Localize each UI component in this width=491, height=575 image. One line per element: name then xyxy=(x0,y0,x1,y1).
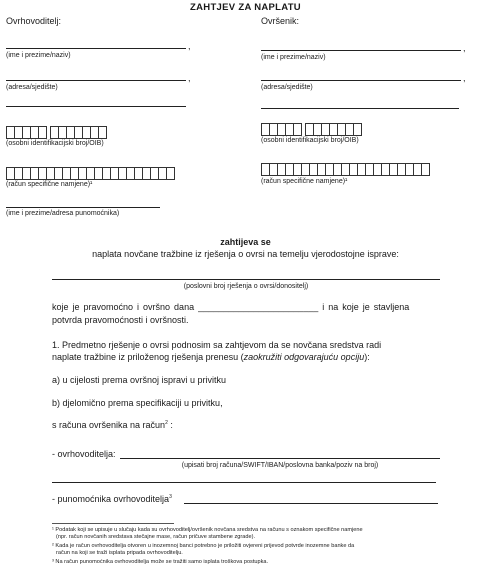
point1-italic: zaokružiti odgovarajuću opciju xyxy=(243,352,365,362)
debtor-extra-field[interactable] xyxy=(261,108,459,109)
creditor-address-field[interactable] xyxy=(6,80,186,81)
creditor-header: Ovrhovoditelj: xyxy=(6,16,62,26)
debtor-account-boxes[interactable] xyxy=(261,163,429,176)
request-heading: zahtijeva se xyxy=(220,237,271,247)
creditor-account-field-2[interactable] xyxy=(52,482,436,483)
creditor-name-field[interactable] xyxy=(6,48,186,49)
creditor-account-field[interactable] xyxy=(120,458,440,459)
point1-text: naplate tražbine iz priloženog rješenja prenesu ( xyxy=(52,352,244,362)
attorney-label: (ime i prezime/adresa punomoćnika) xyxy=(6,210,120,217)
creditor-account-boxes[interactable] xyxy=(6,167,174,180)
footnote-3: ³ Na račun punomoćnika ovrhovoditelja može se tražiti samo isplata troškova postupka. xyxy=(52,559,269,565)
creditor-name-label: (ime i prezime/naziv) xyxy=(6,52,71,59)
point1-line-1: 1. Predmetno rješenje o ovrsi podnosim sa zahtjevom da se novčana sredstva radi xyxy=(52,340,382,350)
form-title: ZAHTJEV ZA NAPLATU xyxy=(190,2,301,13)
creditor-account-field-label: (upisati broj računa/SWIFT/IBAN/poslovna banka/poziv na broj) xyxy=(181,462,379,469)
footnote-2-line-1: ² Kada je račun ovrhovoditelja otvoren u inozemnoj banci potrebno je priložiti ovjereni prijevod potvrde inozemne banke da xyxy=(52,543,355,549)
debtor-oib-boxes[interactable] xyxy=(261,123,361,136)
request-subheading: naplata novčane tražbine iz rješenja o ovrsi na temelju vjerodostojne isprave: xyxy=(92,249,399,259)
attorney-account-dash xyxy=(52,494,172,504)
creditor-extra-field[interactable] xyxy=(6,106,186,107)
creditor-oib-boxes[interactable] xyxy=(6,126,106,139)
debtor-oib-label: (osobni identifikacijski broj/OIB) xyxy=(261,137,359,144)
debtor-name-field[interactable] xyxy=(261,50,461,51)
debtor-address-label: (adresa/sjedište) xyxy=(261,84,313,91)
from-account-text xyxy=(52,420,173,430)
from-account-end: : xyxy=(167,420,173,430)
option-b[interactable]: b) djelomično prema specifikaciji u privitku, xyxy=(52,398,223,408)
creditor-oib-label: (osobni identifikacijski broj/OIB) xyxy=(6,140,104,147)
attorney-account-field[interactable] xyxy=(184,503,438,504)
creditor-account-label: (račun specifične namjene)¹ xyxy=(6,181,93,188)
creditor-account-dash: - ovrhovoditelja: xyxy=(52,449,116,459)
comma-1: , xyxy=(188,41,191,51)
footnote-2-line-2: račun na koji se traži isplata pripada ovrhovoditelju. xyxy=(56,550,183,556)
debtor-header: Ovršenik: xyxy=(261,16,300,26)
footnote-ref-2: 2 xyxy=(165,420,168,426)
comma-4: , xyxy=(463,73,466,83)
option-a[interactable]: a) u cijelosti prema ovršnoj ispravi u privitku xyxy=(52,375,227,385)
ruling-label: (poslovni broj rješenja o ovrsi/donositelj) xyxy=(183,283,309,290)
point1-end: ): xyxy=(364,352,370,362)
creditor-address-label: (adresa/sjedište) xyxy=(6,84,58,91)
footnote-1-line-2: (npr. račun novčanih sredstava stečajne mase, račun pričuve stambene zgrade). xyxy=(56,534,255,540)
debtor-name-label: (ime i prezime/naziv) xyxy=(261,54,326,61)
attorney-field[interactable] xyxy=(6,207,160,208)
debtor-account-label: (račun specifične namjene)¹ xyxy=(261,178,348,185)
comma-3: , xyxy=(463,43,466,53)
ruling-field[interactable] xyxy=(52,279,440,280)
debtor-address-field[interactable] xyxy=(261,80,461,81)
footnote-1-line-1: ¹ Podatak koji se upisuje u slučaju kada su ovrhovoditelj/ovršenik novčana sredstva na računu s oznakom specifične namjene xyxy=(52,527,363,533)
from-account-label: s računa ovršenika na račun xyxy=(52,420,166,430)
finality-line-1: koje je pravomoćno i ovršno dana ________________________ i na koje je stavljena xyxy=(52,302,410,312)
footnote-ref-3: 3 xyxy=(169,494,172,500)
finality-line-2: potvrda pravomoćnosti i ovršnosti. xyxy=(52,315,189,325)
attorney-account-label: - punomoćnika ovrhovoditelja xyxy=(52,494,170,504)
footnote-separator xyxy=(52,523,174,524)
comma-2: , xyxy=(188,73,191,83)
point1-line-2 xyxy=(52,352,370,362)
